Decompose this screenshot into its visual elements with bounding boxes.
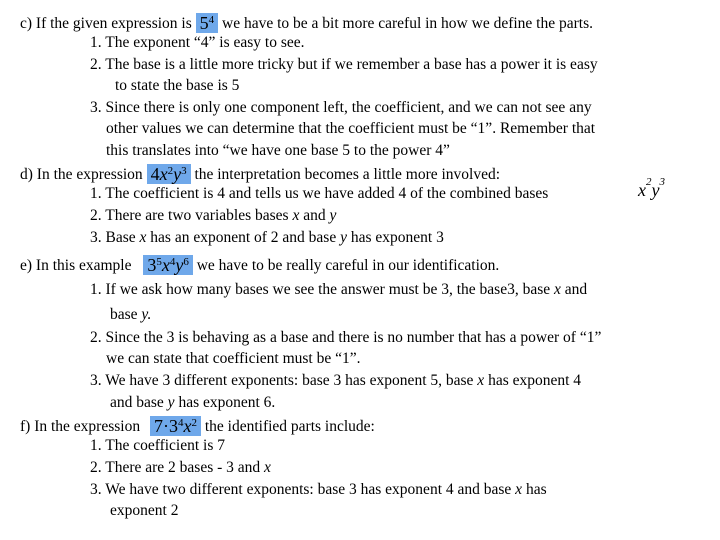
section-e-intro-end: we have to be really careful in our identification. xyxy=(196,257,500,274)
section-c-item: 1. The exponent “4” is easy to see. xyxy=(90,34,305,51)
section-c-intro: c) If the given expression is xyxy=(20,15,192,32)
expression-4x2y3: $4x^2y^3$ xyxy=(147,164,191,184)
section-c-intro-end: we have to be a bit more careful in how we define the parts. xyxy=(222,15,593,32)
section-e-item-1-cont: base y. xyxy=(110,306,152,323)
expression-7-3p4-x2: $7\cdot 3^4x^2$ xyxy=(150,416,201,436)
section-c-heading xyxy=(20,12,593,33)
section-d-heading xyxy=(20,163,500,184)
section-e-item-3-cont: and base y has exponent 6. xyxy=(110,394,276,411)
section-c-item: this translates into “we have one base 5 to the power 4” xyxy=(106,142,450,159)
section-f-heading xyxy=(20,415,375,436)
section-f-intro-end: the identified parts include: xyxy=(204,418,375,435)
section-c-item: other values we can determine that the coefficient must be “1”. Remember that xyxy=(106,120,596,137)
section-c-item: 2. The base is a little more tricky but if we remember a base has a power it is easy xyxy=(90,56,598,73)
section-d-intro-end: the interpretation becomes a little more involved: xyxy=(194,166,501,183)
section-f-item-2: 2. There are 2 bases - 3 and x xyxy=(90,459,271,476)
expression-5-pow-4: $5^4$ xyxy=(196,13,219,33)
section-c-item: to state the base is 5 xyxy=(115,77,240,94)
section-e-heading xyxy=(20,254,499,275)
section-f-intro: f) In the expression xyxy=(20,418,141,435)
section-f-item-3: 3. We have two different exponents: base 3 has exponent 4 and base x has xyxy=(90,481,547,498)
section-c-item: 3. Since there is only one component left, the coefficient, and we can not see any xyxy=(90,99,592,116)
section-e-item-2-cont: we can state that coefficient must be “1”. xyxy=(106,350,361,367)
section-d-intro: d) In the expression xyxy=(20,166,143,183)
section-f-item-1: 1. The coefficient is 7 xyxy=(90,437,226,454)
section-e-intro: e) In this example xyxy=(20,257,132,274)
section-d-item-2: 2. There are two variables bases x and y xyxy=(90,207,337,224)
section-d-item-3: 3. Base x has an exponent of 2 and base y has exponent 3 xyxy=(90,229,444,246)
section-f-item-3-cont: exponent 2 xyxy=(110,502,179,519)
expression-3p5x4y6: $3^5x^4y^6$ xyxy=(143,255,193,275)
section-e-item-1: 1. If we ask how many bases we see the answer must be 3, the base3, base x and xyxy=(90,281,588,298)
section-e-item-3: 3. We have 3 different exponents: base 3 has exponent 5, base x has exponent 4 xyxy=(90,372,582,389)
section-e-item-2: 2. Since the 3 is behaving as a base and there is no number that has a power of “1” xyxy=(90,329,602,346)
expression-x2y3-side: $x^2y^3$ xyxy=(638,176,665,200)
section-d-item-1: 1. The coefficient is 4 and tells us we have added 4 of the combined bases xyxy=(90,185,549,202)
